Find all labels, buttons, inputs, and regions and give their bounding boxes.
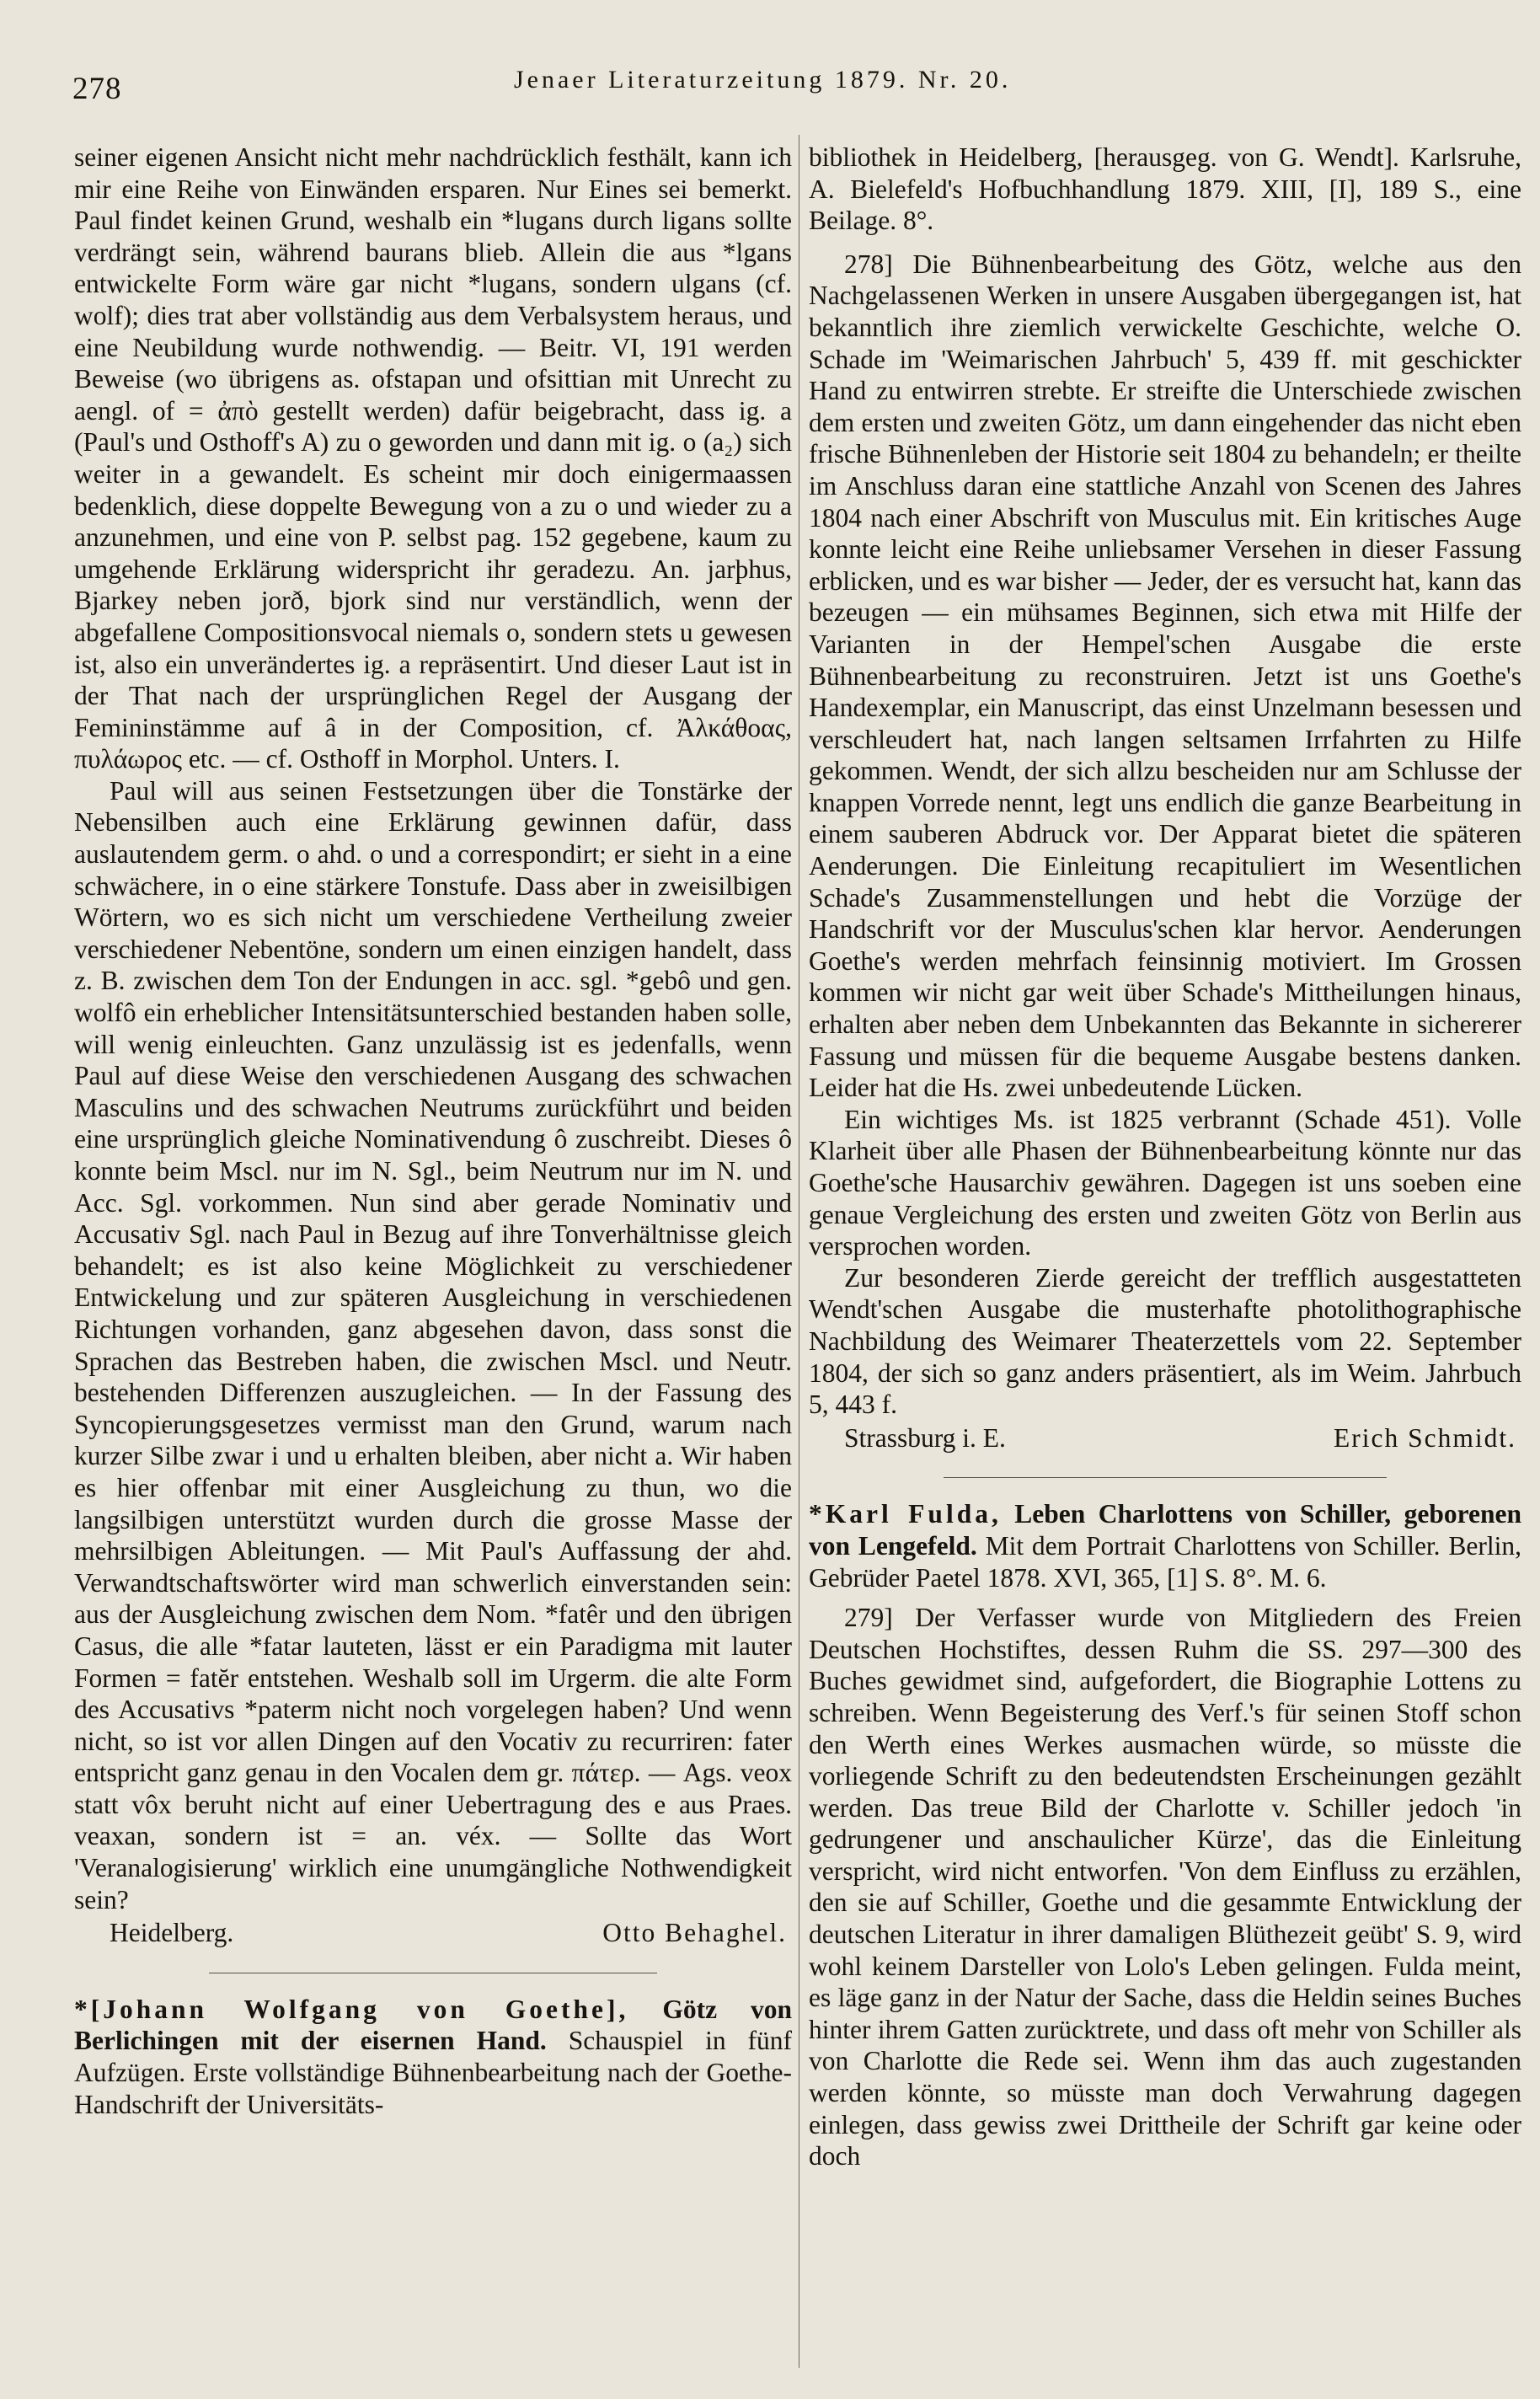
review-paragraph: Paul will aus seinen Festsetzungen über die Tonstärke der Nebensilben auch eine Erklärung gewinnen dafür, dass auslautendem germ. o ahd. o und a correspondirt; er sieht in a eine schwächere, in o eine stärkere Tonstufe. Dass aber in zweisilbigen Wörtern, wo es sich nicht um verschiedene Vertheilung zweier verschiedener Nebentöne, sondern um einen einzigen handelt, dass z. B. zwischen dem Ton der Endungen in acc. sgl. *gebô und gen. wolfô ein erheblicher Intensitätsunterschied bestanden haben solle, will wenig einleuchten. Ganz unzulässig ist es jedenfalls, wenn Paul auf diese Weise den verschiedenen Ausgang des schwachen Masculins und des schwachen Neutrums zurückführt und beiden eine ursprünglich gleiche Nominativendung ô zuschreibt. Dieses ô konnte beim Mscl. nur im N. Sgl., beim Neutrum nur im N. und Acc. Sgl. vorkommen. Nun sind aber gerade Nominativ und Accusativ Sgl. nach Paul in Bezug auf ihre Tonverhältnisse gleich behandelt; es ist also keine Möglichkeit zu verschiedener Entwickelung und zur späteren Ausgleichung in verschiedenen Richtungen vorhanden, ganz abgesehen davon, dass sonst die Sprachen das Bestreben haben, die zwischen Mscl. und Neutr. bestehenden Differenzen auszugleichen. — In der Fassung des Syncopierungsgesetzes vermisst man den Grund, warum nach kurzer Silbe zwar i und u erhalten bleiben, aber nicht a. Wir haben es hier offenbar mit einer Ausgleichung zu thun, wo die langsilbigen unterstützt wurden durch die grosse Masse der mehrsilbigen Ableitungen. — Mit Paul's Auffassung der ahd. Verwandtschaftswörter wird man schwerlich einverstanden sein: aus der Ausgleichung zwischen dem Nom. *fatêr und den übrigen Casus, die alle *fatar lauteten, lässt er ein Paradigma mit lauter Formen = fatĕr entstehen. Weshalb soll im Urgerm. die alte Form des Accusativs *paterm nicht noch vorgelegen haben? Und wenn nicht, so ist vor allen Dingen auf den Vocativ zu recurriren: fater entspricht ganz genau in den Vocalen dem gr. πάτερ. — Ags. veox statt vôx beruht nicht auf einer Uebertragung des e aus Praes. veaxan, sondern ist = an. véx. — Sollte das Wort 'Veranalogisierung' wirklich eine unumgängliche Nothwendigkeit sein? (74, 775, 792, 1914)
left-column (74, 142, 792, 2366)
right-column (809, 142, 1521, 2366)
review-signature (74, 1917, 792, 1949)
review-paragraph: 278] Die Bühnenbearbeitung des Götz, welche aus den Nachgelassenen Werken in unsere Ausgaben übergegangen ist, hat bekanntlich ihre ziemlich verwickelte Geschichte, welche O. Schade im 'Weimarischen Jahrbuch' 5, 439 ff. mit geschickter Hand zu entwirren strebte. Er streifte die Unterschiede zwischen dem ersten und zweiten Götz, um dann eingehender das nicht eben frische Bühnenleben der Historie seit 1804 zu behandeln; er theilte im Anschluss daran eine stattliche Anzahl von Scenen des Jahres 1804 nach einer Abschrift von Musculus mit. Ein kritisches Auge konnte leicht eine Reihe unliebsamer Versehen in dieser Fassung erblicken, und es war bisher — Jeder, der es versucht hat, kann das bezeugen — ein mühsames Beginnen, sich etwa mit Hilfe der Varianten in der Hempel'schen Ausgabe die erste Bühnenbearbeitung zu reconstruiren. Jetzt ist uns Goethe's Handexemplar, ein Manuscript, das einst Unzelmann besessen und verschleudert hat, nach langen seltsamen Irrfahrten zu Hilfe gekommen. Wendt, der sich allzu bescheiden nur am Schlusse der knappen Vorrede nennt, legt uns endlich die ganze Bearbeitung in einem sauberen Abdruck vor. Der Apparat bietet die späteren Aenderungen. Die Einleitung recapituliert im Wesentlichen Schade's Zusammenstellungen und hebt die Vorzüge der Handschrift vor der Musculus'schen klar hervor. Aenderungen Goethe's werden mehrfach feinsinnig motiviert. Im Grossen kommen wir nicht gar weit über Schade's Mittheilungen hinaus, erhalten aber neben dem Unbekannten das Bekannte in sichererer Fassung und müssen für die bequeme Ausgabe bestens danken. Leider hat die Hs. zwei unbedeutende Lücken. (809, 249, 1521, 1103)
entry-continuation: bibliothek in Heidelberg, [herausgeg. von G. Wendt]. Karlsruhe, A. Bielefeld's Hofbuchhandlung 1879. XIII, [I], 189 S., eine Beilage. 8°. (809, 142, 1521, 236)
signature-place: Heidelberg. (110, 1918, 234, 1948)
section-separator (944, 1477, 1387, 1478)
book-entry-goethe (74, 1994, 792, 2120)
review-signature (809, 1422, 1521, 1454)
book-entry-fulda (809, 1498, 1521, 1593)
review-paragraph: Zur besonderen Zierde gereicht der trefflich ausgestatteten Wendt'schen Ausgabe die musterhafte photolithographische Nachbildung des Weimarer Theaterzettels vom 22. September 1804, der sich so ganz anders präsentiert, als im Weim. Jahrbuch 5, 443 f. (809, 1262, 1521, 1420)
entry-description: Schauspiel in fünf Aufzügen. Erste vollständige Bühnenbearbeitung nach der Goethe-Handschrift der Universitäts- (74, 2026, 792, 2119)
entry-title: Götz von Berlichingen mit der eisernen Hand. (74, 1994, 792, 2056)
entry-author: [Johann Wolfgang von Goethe], (90, 1994, 629, 2024)
entry-star: * (809, 1499, 822, 1529)
entry-author: Karl Fulda, (825, 1499, 1002, 1529)
review-paragraph: Ein wichtiges Ms. ist 1825 verbrannt (Schade 451). Volle Klarheit über alle Phasen der Bühnenbearbeitung könnte nur das Goethe'sche Hausarchiv gewähren. Dagegen ist uns soeben eine genaue Vergleichung des ersten und zweiten Götz von Berlin aus versprochen worden. (809, 1104, 1521, 1261)
running-head: Jenaer Literaturzeitung 1879. Nr. 20. (514, 66, 1012, 94)
signature-author: Otto Behaghel. (602, 1918, 787, 1948)
entry-description: Mit dem Portrait Charlottens von Schiller. Berlin, Gebrüder Paetel 1878. XVI, 365, [1] S. 8°. M. 6. (809, 1530, 1521, 1593)
review-paragraph: 279] Der Verfasser wurde von Mitgliedern des Freien Deutschen Hochstiftes, dessen Ruhm die SS. 297—300 des Buches gewidmet sind, aufgefordert, die Biographie Lottens zu schreiben. Wenn Begeisterung des Verf.'s für seinen Stoff schon den Werth eines Werkes ausmachen würde, so müsste die vorliegende Schrift zu den bedeutendsten Erscheinungen gezählt werden. Das treue Bild der Charlotte v. Schiller jedoch 'in gedrungener und anschaulicher Kürze', das die Einleitung verspricht, wird nicht entworfen. 'Von dem Einfluss zu erzählen, den sie auf Schiller, Goethe und die gesammte Entwicklung der deutschen Literatur in ihrer damaligen Blüthezeit geübt' S. 9, wird wohl keinem Darsteller von Lolo's Leben gelingen. Fulda meint, es läge ganz in der Natur der Sache, dass die Heldin seines Buches hinter ihrem Gatten zurücktrete, und dass oft mehr von Schiller als von Charlotte die Rede sei. Wenn ihm das auch zugestanden werden könnte, so müsste man doch Verwahrung dagegen einlegen, dass gewiss zwei Drittheile der Schrift gar keine oder doch (809, 1603, 1521, 2171)
entry-star: * (74, 1994, 88, 2024)
signature-author: Erich Schmidt. (1334, 1422, 1516, 1453)
page-number: 278 (72, 72, 122, 106)
entry-title: Leben Charlottens von Schiller, geborenen von Lengefeld. (809, 1499, 1521, 1561)
review-paragraph: seiner eigenen Ansicht nicht mehr nachdrücklich festhält, kann ich mir eine Reihe von Einwänden ersparen. Nur Eines sei bemerkt. Paul findet keinen Grund, weshalb ein *lugans durch ligans sollte verdrängt sein, während baurans blieb. Allein die aus *lgans entwickelte Form wäre gar nicht *lugans, sondern ulgans (cf. wolf); dies trat aber vollständig aus dem Verbalsystem heraus, und eine Neubildung wurde nothwendig. — Beitr. VI, 191 werden Beweise (wo übrigens as. ofstapan und ofsittian mit Unrecht zu aengl. of = ἀπὸ gestellt werden) dafür beigebracht, dass ig. a (Paul's und Osthoff's A) zu o geworden und dann mit ig. o (a₂) sich weiter in a gewandelt. Es scheint mir doch einigermaassen bedenklich, diese doppelte Bewegung von a zu o und wieder zu a anzunehmen, und eine von P. selbst pag. 152 gegebene, kaum zu umgehende Erklärung widerspricht ihr geradezu. An. jarþhus, Bjarkey neben jorð, bjork sind nur verständlich, wenn der abgefallene Compositionsvocal niemals o, sondern stets u gewesen ist, also ein unverändertes ig. a repräsentirt. Und dieser Laut ist in der That nach der ursprünglichen Regel der Ausgang der Femininstämme auf â in der Composition, cf. Ἀλκάθοας, πυλάωρος etc. — cf. Osthoff in Morphol. Unters. I. (74, 142, 792, 774)
page-header (0, 59, 1540, 110)
signature-place: Strassburg i. E. (844, 1422, 1006, 1453)
